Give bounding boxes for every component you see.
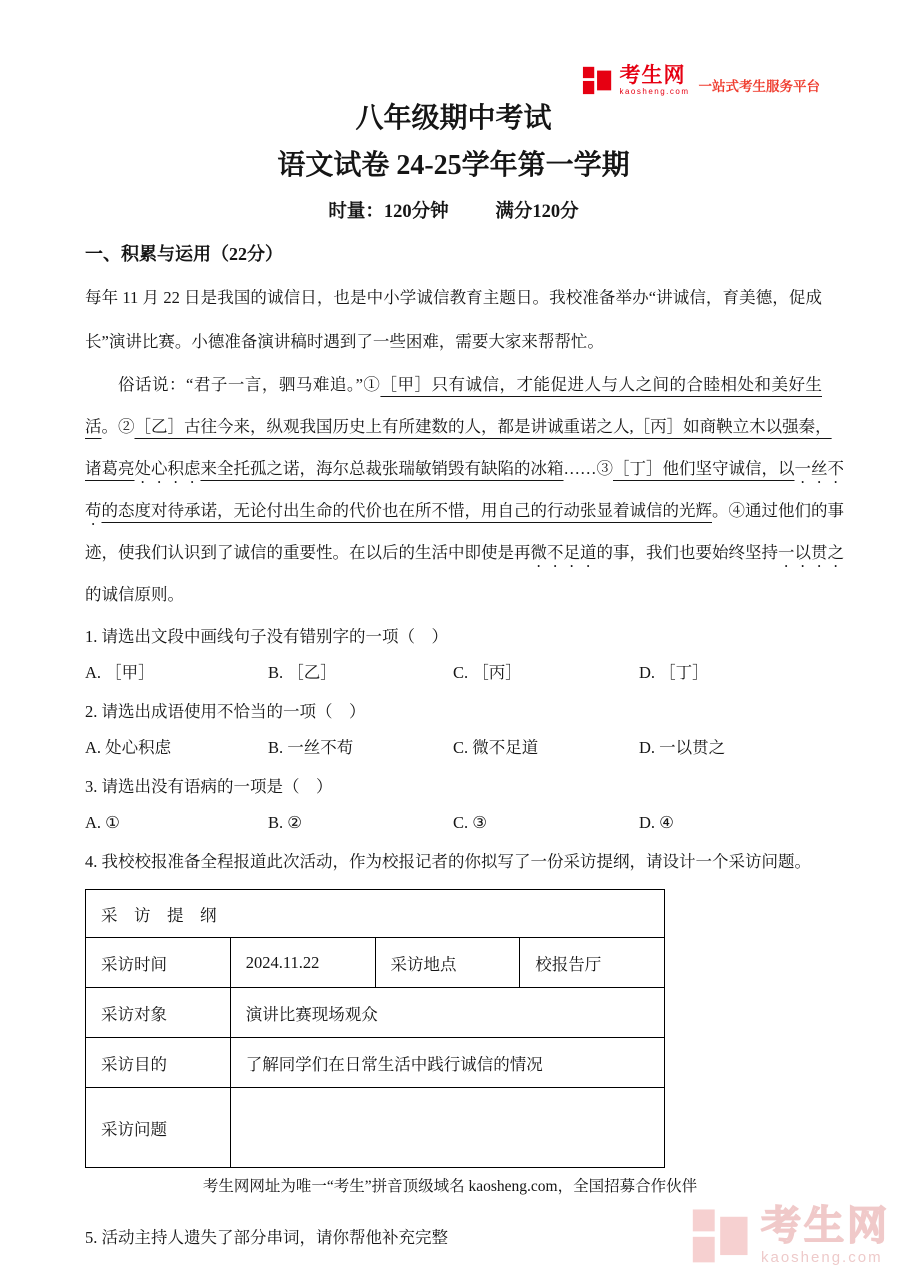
plain-text: 迹，使我们认识到了诚信的重要性。在以后的生活中即使是再 xyxy=(85,543,531,562)
plain-text: 。④通过他们的事 xyxy=(712,501,844,520)
passage xyxy=(85,364,844,616)
footer-text: 考生网网址为唯一“考生”拼音顶级域名 kaosheng.com，全国招募合作伙伴 xyxy=(202,1178,698,1195)
passage-line xyxy=(85,532,844,574)
emphasized-idiom: 一丝不 xyxy=(794,459,844,478)
intro-line: 长”演讲比赛。小德准备演讲稿时遇到了一些困难，需要大家来帮帮忙。 xyxy=(85,332,604,351)
logo-domain: kaosheng.com xyxy=(619,86,690,96)
option-c: C. 微不足道 xyxy=(453,738,539,757)
passage-line xyxy=(85,490,844,532)
question-stem: 3. 请选出没有语病的一项是（ ） xyxy=(85,777,333,796)
underlined-text: ［丁］他们坚守诚信，以 xyxy=(613,459,795,478)
logo-tagline: 一站式考生服务平台 xyxy=(698,79,820,94)
underlined-text: ［丙］如商鞅立木以强秦， xyxy=(633,417,832,436)
option-b: B. 一丝不苟 xyxy=(268,738,354,757)
plain-text: ……③ xyxy=(563,459,613,478)
question-options xyxy=(85,805,822,841)
question-options xyxy=(85,730,822,766)
underlined-text: ［乙］古往今来，纵观我国历史上有所建数的人，都是讲诚重诺之人, xyxy=(134,417,634,436)
question-5: 5. 活动主持人遗失了部分串词，请你帮他补充完整 xyxy=(85,1228,448,1247)
emphasized-idiom: 苟 xyxy=(85,501,102,520)
passage-line xyxy=(85,448,844,490)
underlined-text: 诸葛亮 xyxy=(85,459,135,478)
emphasized-idiom: 一以贯之 xyxy=(778,543,844,562)
question-value-cell xyxy=(230,1088,664,1168)
purpose-value-cell: 了解同学们在日常生活中践行诚信的情况 xyxy=(230,1038,664,1088)
target-value-cell: 演讲比赛现场观众 xyxy=(230,988,664,1038)
option-c: C. ［丙］ xyxy=(453,663,522,682)
emphasized-idiom: 微不足道 xyxy=(530,543,597,562)
exam-subtitle: 语文试卷 24-25学年第一学期 xyxy=(277,150,630,181)
question-1 xyxy=(85,619,822,691)
option-d: D. 一以贯之 xyxy=(639,738,726,757)
watermark xyxy=(691,1204,890,1266)
plain-text: 俗话说：“君子一言，驷马难追。”① xyxy=(118,375,381,394)
site-logo xyxy=(582,64,820,96)
plain-text: 的事，我们也要始终坚持 xyxy=(596,543,778,562)
document-body xyxy=(0,102,900,1256)
option-a: A. ［甲］ xyxy=(85,663,155,682)
question-options xyxy=(85,655,822,691)
option-d: D. ④ xyxy=(639,813,674,832)
underlined-text: ［甲］只有诚信，才能促进人与人之间的合睦相处和美好生 xyxy=(380,375,822,394)
question-stem: 1. 请选出文段中画线句子没有错别字的一项（ ） xyxy=(85,627,448,646)
table-title-cell: 采 访 提 纲 xyxy=(86,890,665,938)
logo-text xyxy=(619,65,689,96)
table-row xyxy=(86,1038,665,1088)
passage-line xyxy=(85,574,822,616)
underlined-text: 活 xyxy=(85,417,102,436)
passage-line xyxy=(85,364,822,406)
kaosheng-watermark-icon xyxy=(691,1204,753,1266)
kaosheng-logo-icon xyxy=(582,64,614,96)
watermark-brand: 考生网 xyxy=(761,1203,890,1248)
watermark-domain: kaosheng.com xyxy=(761,1248,883,1266)
time-value-cell: 2024.11.22 xyxy=(230,938,375,988)
passage-line xyxy=(85,406,832,448)
exam-meta xyxy=(85,200,822,224)
purpose-label-cell: 采访目的 xyxy=(86,1038,231,1088)
time-label-cell: 采访时间 xyxy=(86,938,231,988)
question-4 xyxy=(85,844,822,880)
question-2 xyxy=(85,694,822,766)
underlined-text: 来全托孤之诺，海尔总裁张瑞敏销毁有缺陷的冰箱 xyxy=(200,459,564,478)
question-label-cell: 采访问题 xyxy=(86,1088,231,1168)
question-3 xyxy=(85,769,822,841)
table-row xyxy=(86,1088,665,1168)
full-score: 满分120分 xyxy=(495,202,579,222)
place-value-cell: 校报告厅 xyxy=(520,938,665,988)
plain-text: 。② xyxy=(101,417,135,436)
interview-outline-table xyxy=(85,889,665,1168)
place-label-cell: 采访地点 xyxy=(375,938,520,988)
option-a: A. 处心积虑 xyxy=(85,738,172,757)
table-row xyxy=(86,988,665,1038)
emphasized-idiom: 处心积虑 xyxy=(134,459,201,478)
question-stem: 4. 我校校报准备全程报道此次活动，作为校报记者的你拟写了一份采访提纲，请设计一个采访问题。 xyxy=(85,852,811,871)
option-b: B. ［乙］ xyxy=(268,663,337,682)
question-stem: 2. 请选出成语使用不恰当的一项（ ） xyxy=(85,702,366,721)
time-limit: 时量：120分钟 xyxy=(328,202,449,222)
section-heading: 一、积累与运用（22分） xyxy=(85,244,283,264)
target-label-cell: 采访对象 xyxy=(86,988,231,1038)
plain-text: 的诚信原则。 xyxy=(85,585,184,604)
intro-line: 每年 11 月 22 日是我国的诚信日，也是中小学诚信教育主题日。我校准备举办“讲诚信，育美德，促成 xyxy=(85,288,822,307)
watermark-text xyxy=(761,1203,890,1266)
option-d: D. ［丁］ xyxy=(639,663,709,682)
option-b: B. ② xyxy=(268,813,303,832)
table-row xyxy=(86,938,665,988)
option-a: A. ① xyxy=(85,813,120,832)
option-c: C. ③ xyxy=(453,813,488,832)
exam-title: 八年级期中考试 xyxy=(355,103,552,134)
logo-brand: 考生网 xyxy=(619,63,686,87)
underlined-text: 的态度对待承诺，无论付出生命的代价也在所不惜，用自己的行动张显着诚信的光辉 xyxy=(101,501,712,520)
intro-paragraph xyxy=(85,276,822,364)
